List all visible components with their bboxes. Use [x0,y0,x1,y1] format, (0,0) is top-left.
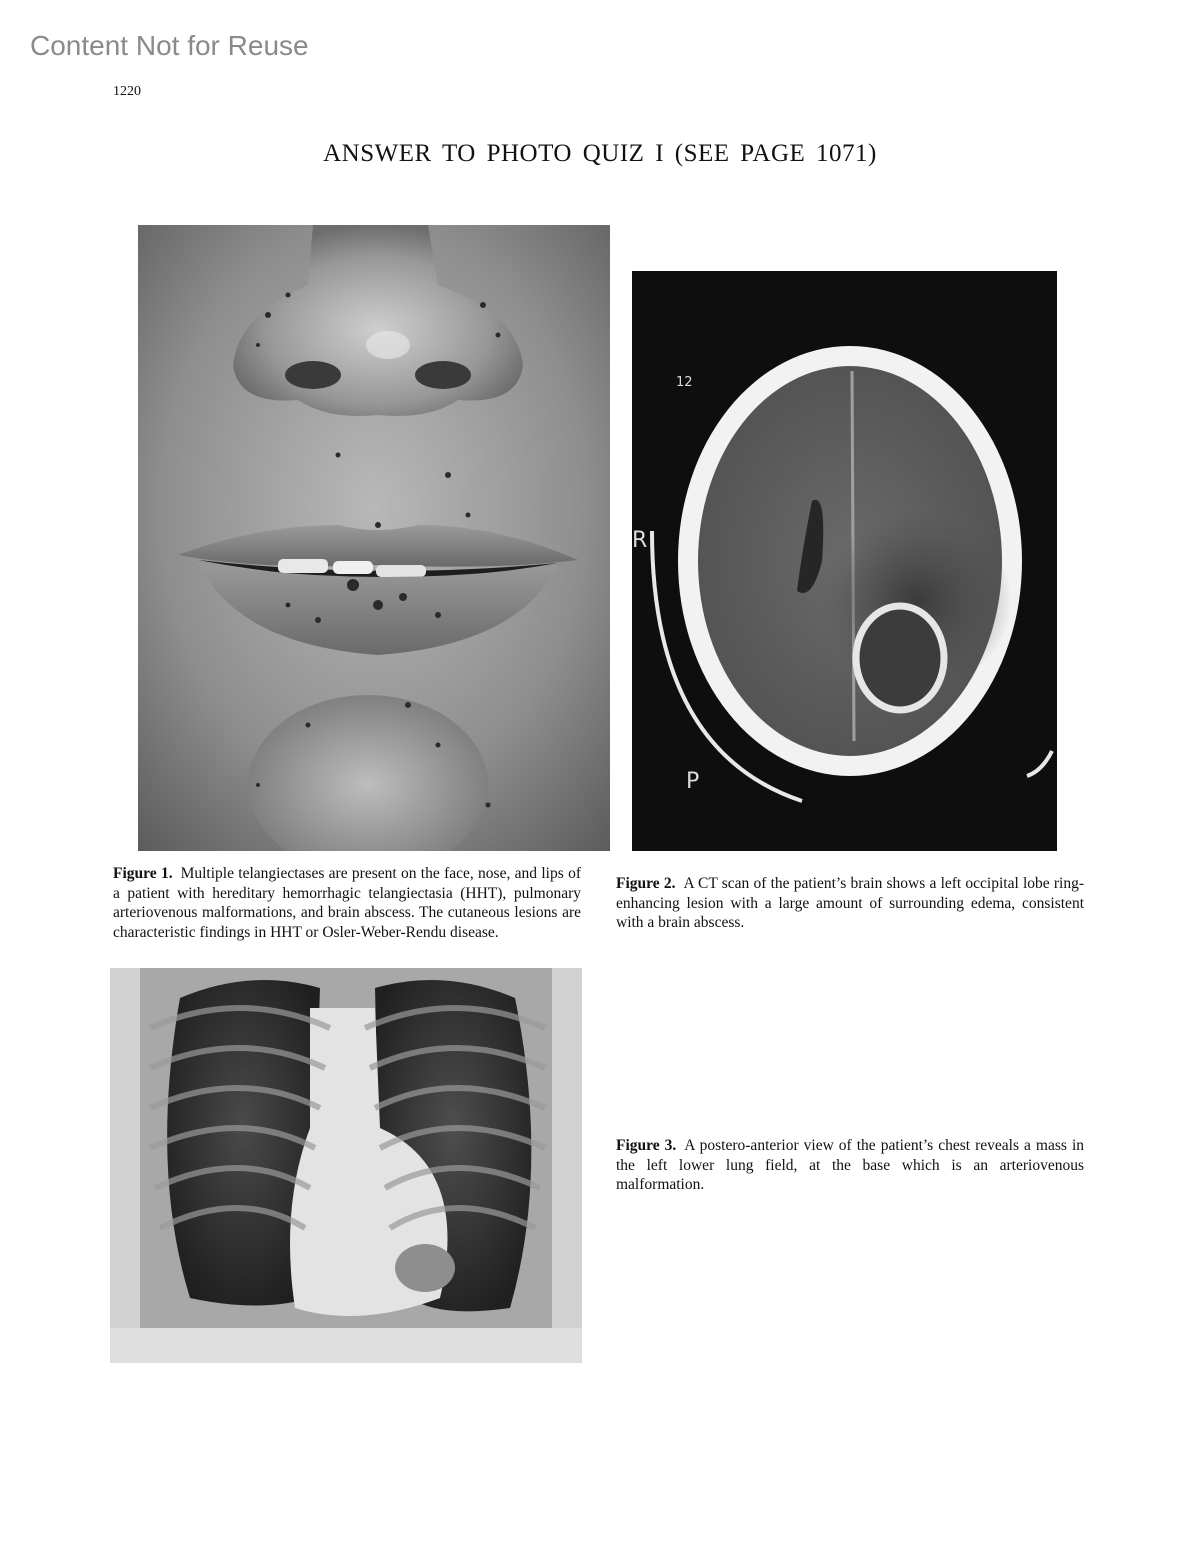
figure-2-caption [616,874,1084,933]
figure-1-label: Figure 1. [113,865,173,882]
figure-3-chest-xray [110,968,582,1363]
ct-right-marker: R [632,528,648,553]
page-title: ANSWER TO PHOTO QUIZ I (SEE PAGE 1071) [323,140,877,167]
figure-2-ct-scan [632,271,1057,851]
figure-3-caption-text: A postero-anterior view of the patient’s chest reveals a mass in the left lower lung field, at the base which is an arteriovenous malformation. [616,1137,1085,1193]
figure-1-caption [113,864,581,942]
page-number: 1220 [113,84,141,99]
figure-1-caption-text: Multiple telangiectases are present on the face, nose, and lips of a patient with hereditary hemorrhagic telangiectasia (HHT), pulmonary arteriovenous malformations, and brain abscess. The cutaneous lesions are characteristic findings in HHT or Osler-Weber-Rendu disease. [113,865,581,941]
figure-3-label: Figure 3. [616,1137,677,1154]
ct-slice-number: 12 [676,375,693,390]
figure-2-caption-text: A CT scan of the patient’s brain shows a left occipital lobe ring-enhancing lesion with a large amount of surrounding edema, consistent with a brain abscess. [616,875,1085,931]
figure-1-face-photo [138,225,610,851]
figure-2-label: Figure 2. [616,875,676,892]
ct-posterior-marker: P [686,769,700,794]
watermark: Content Not for Reuse [30,30,309,61]
figure-3-caption [616,1136,1084,1195]
